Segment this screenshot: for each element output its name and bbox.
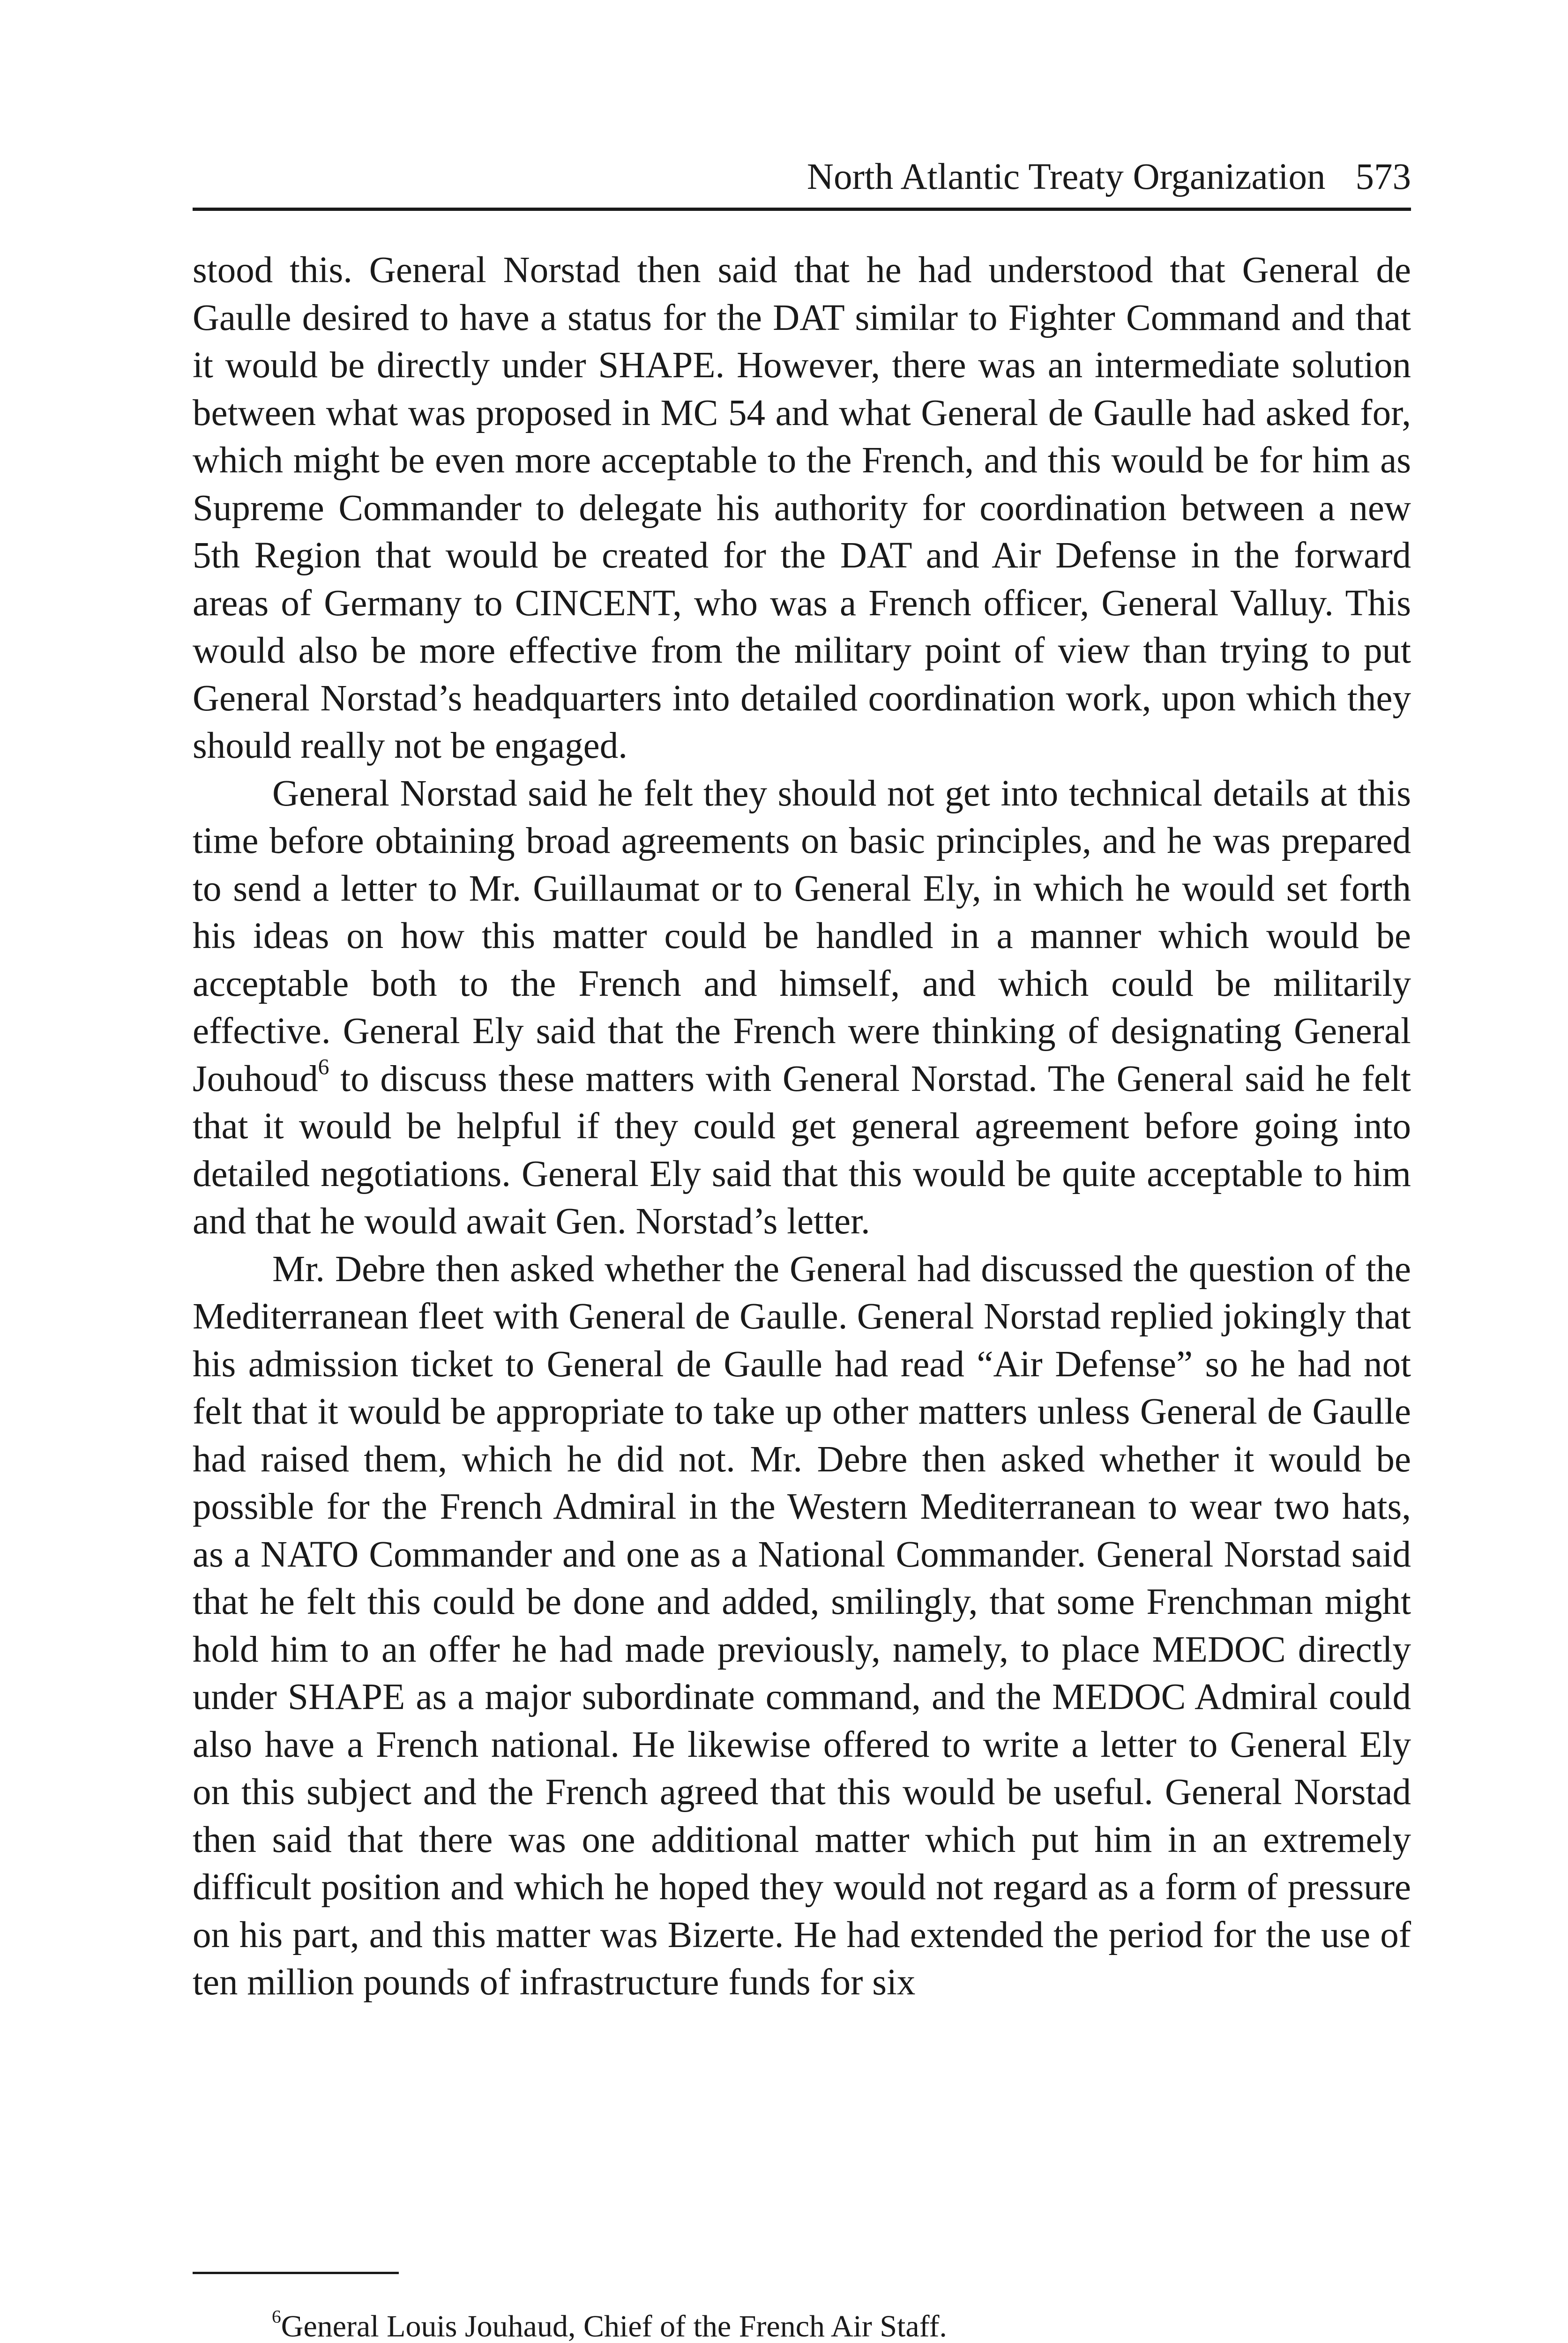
paragraph-3: Mr. Debre then asked whether the General had discussed the question of the Mediterranean fleet with General de Gaulle. General Norstad replied jokingly that his admission ticket to General de Gaulle had read “Air Defense” so he had not felt that it would be appropriate to take up other matters unless General de Gaulle had raised them, which he did not. Mr. Debre then asked whether it would be possible for the French Admiral in the Western Mediterranean to wear two hats, as a NATO Commander and one as a National Commander. General Norstad said that he felt this could be done and added, smilingly, that some Frenchman might hold him to an offer he had made previously, namely, to place MEDOC directly under SHAPE as a major subordinate command, and the MEDOC Admiral could also have a French national. He likewise offered to write a letter to General Ely on this subject and the French agreed that this would be useful. General Norstad then said that there was one additional matter which put him in an extremely difficult position and which he hoped they would not regard as a form of pressure on his part, and this matter was Bizerte. He had extended the period for the use of ten million pounds of infrastructure funds for six xyxy=(193,1248,1411,2003)
paragraph-2-text-a: General Norstad said he felt they should not get into technical details at this time before obtaining broad agreements on basic principles, and he was prepared to send a letter to Mr. Guillaumat or to General Ely, in which he would set forth his ideas on how this matter could be handled in a manner which would be acceptable both to the French and himself, and which could be militarily effective. General Ely said that the French were thinking of designating General Jouhoud xyxy=(193,773,1411,1099)
header-rule xyxy=(193,208,1411,211)
page-number: 573 xyxy=(1355,157,1411,197)
footnote-text: General Louis Jouhaud, Chief of the French Air Staff. xyxy=(281,2309,947,2343)
running-head xyxy=(193,149,1411,205)
paragraph-2-text-b: to discuss these matters with General Norstad. The General said he felt that it would be helpful if they could get general agreement before going into detailed negotiations. General Ely said that this would be quite acceptable to him and that he would await Gen. Norstad’s letter. xyxy=(193,1058,1411,1242)
footnote-rule xyxy=(193,2272,399,2274)
paragraph-2 xyxy=(193,770,1411,1246)
body-text xyxy=(193,246,1411,2007)
footnote xyxy=(272,2306,1396,2343)
paragraph-1: stood this. General Norstad then said that he had understood that General de Gaulle desired to have a status for the DAT similar to Fighter Command and that it would be directly under SHAPE. However, there was an intermediate solution between what was proposed in MC 54 and what General de Gaulle had asked for, which might be even more acceptable to the French, and this would be for him as Supreme Commander to delegate his authority for coordination between a new 5th Region that would be created for the DAT and Air Defense in the forward areas of Germany to CINCENT, who was a French officer, General Valluy. This would also be more effective from the military point of view than trying to put General Norstad’s headquarters into detailed coordination work, upon which they should really not be engaged. xyxy=(193,250,1411,766)
footnote-marker: 6 xyxy=(272,2306,281,2327)
running-head-title: North Atlantic Treaty Organization xyxy=(806,157,1326,197)
footnote-reference: 6 xyxy=(318,1054,329,1079)
